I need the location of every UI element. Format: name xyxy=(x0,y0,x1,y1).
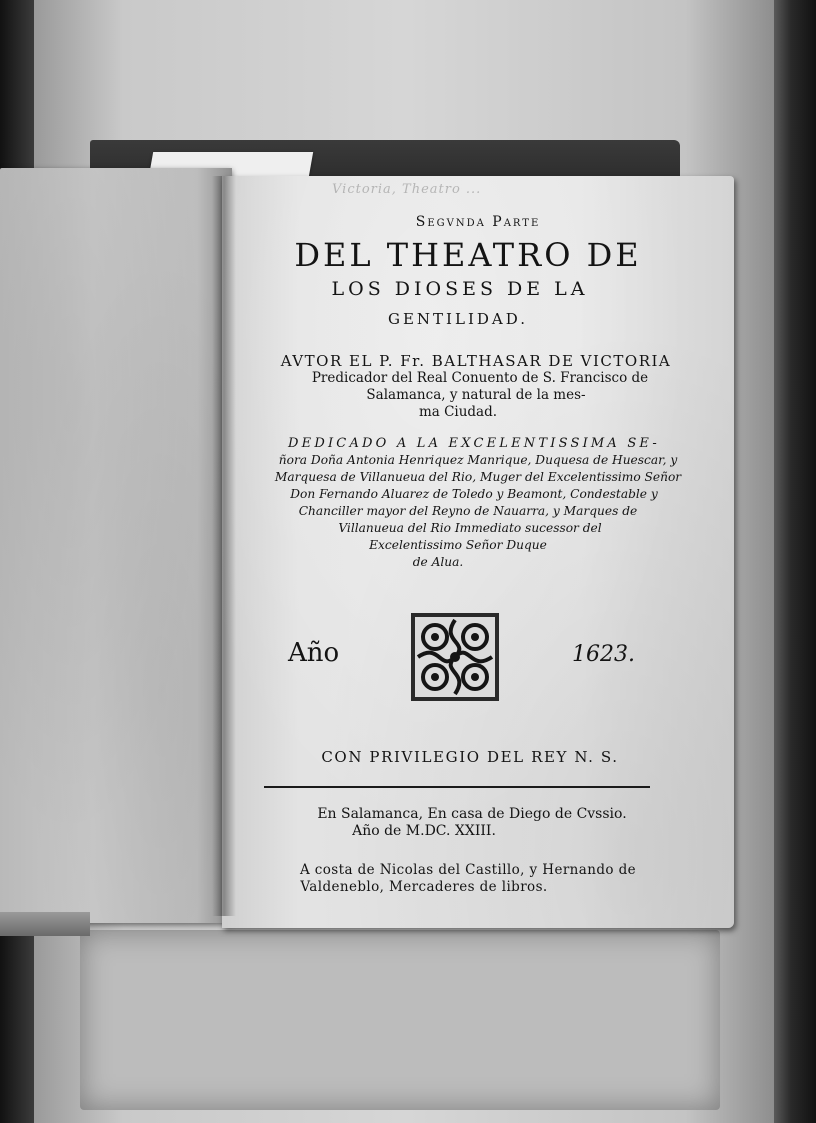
dedication-line: Don Fernando Aluarez de Toledo y Beamont, Condestable y xyxy=(290,487,658,501)
handwritten-note: Victoria, Theatro ... xyxy=(332,182,482,197)
printer-ornament-icon xyxy=(410,612,500,702)
dedication-line: Excelentissimo Señor Duque xyxy=(369,538,547,552)
imprint-line-1: En Salamanca, En casa de Diego de Cvssio. xyxy=(317,806,627,822)
background-panel xyxy=(80,930,720,1110)
title-line-1: DEL THEATRO DE xyxy=(294,236,642,274)
author-desc-3: ma Ciudad. xyxy=(418,404,498,420)
author-desc-2: Salamanca, y natural de la mes- xyxy=(366,387,586,403)
title-page xyxy=(222,176,734,928)
author-line: AVTOR EL P. Fr. BALTHASAR DE VICTORIA xyxy=(280,352,672,370)
left-board-edge xyxy=(0,912,90,936)
dedication-line: de Alua. xyxy=(412,555,464,569)
dark-right-edge xyxy=(774,0,816,1123)
year-value: 1623. xyxy=(572,642,635,667)
dedication-line: ñora Doña Antonia Henriquez Manrique, Duquesa de Huescar, y xyxy=(278,453,678,467)
dedication-line: Chanciller mayor del Reyno de Nauarra, y Marques de xyxy=(298,504,638,518)
dedication-line: Villanueua del Rio Immediato sucessor del xyxy=(338,521,602,535)
cost-line-2: Valdeneblo, Mercaderes de libros. xyxy=(300,879,548,895)
title-line-3: GENTILIDAD. xyxy=(388,310,528,328)
author-desc-1: Predicador del Real Conuento de S. Francisco de xyxy=(311,370,649,386)
year-label: Año xyxy=(288,638,340,668)
book-gutter xyxy=(212,176,236,916)
dedication-head: DEDICADO A LA EXCELENTISSIMA SE- xyxy=(288,436,660,451)
title-line-2: LOS DIOSES DE LA xyxy=(331,278,589,300)
cost-line-1: A costa de Nicolas del Castillo, y Hernando de xyxy=(299,862,637,878)
dedication-line: Marquesa de Villanueua del Rio, Muger del Excelentissimo Señor xyxy=(274,470,682,484)
segunda-parte: Segvnda Parte xyxy=(415,214,541,230)
privilege-line: CON PRIVILEGIO DEL REY N. S. xyxy=(321,748,619,766)
left-endpaper xyxy=(0,168,232,923)
imprint-line-2: Año de M.DC. XXIII. xyxy=(352,823,496,839)
horizontal-rule xyxy=(264,786,650,788)
